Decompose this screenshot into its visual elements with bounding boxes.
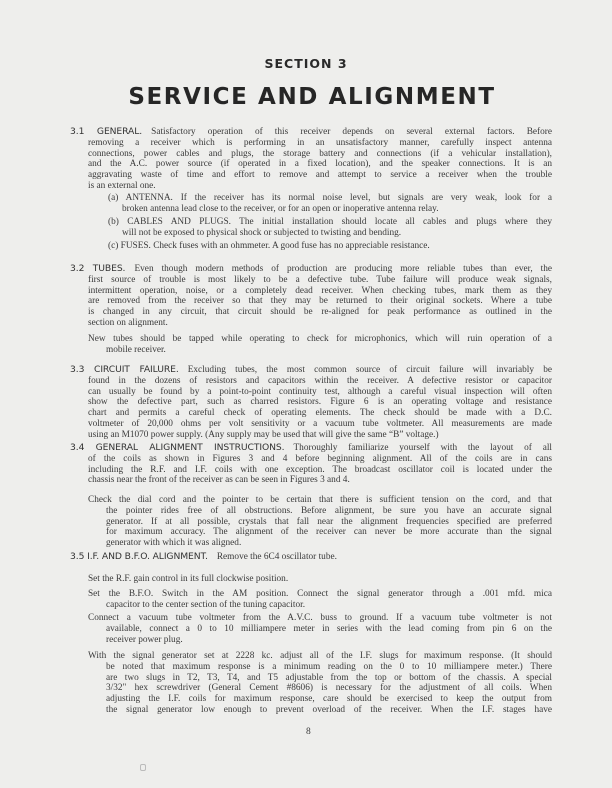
paragraph-line: intermittent operation, noise, or a completely dead receiver. When checking tubes, mark them as they bbox=[88, 285, 552, 296]
paragraph-line: generator. If at all possible, crystals that fall near the alignment frequencies specified are preferred bbox=[106, 516, 552, 527]
paragraph-line: chart and permits a careful check of operating elements. The check should be made with a D.C. bbox=[88, 408, 552, 419]
paragraph-line: are two slugs in T2, T3, T4, and T5 adjustable from the top or bottom of the chassis. A special bbox=[106, 672, 552, 683]
paragraph-line: is an external one. bbox=[88, 180, 156, 191]
section-heading: 3.1 GENERAL. bbox=[70, 126, 152, 137]
paragraph-line: and the A.C. power source (if operated in a fixed location), and the speaker connections. It is an bbox=[88, 159, 552, 170]
paragraph-line: section on alignment. bbox=[88, 317, 168, 328]
section-heading: 3.2 TUBES. bbox=[70, 263, 135, 274]
paragraph-line: including the R.F. and I.F. coils with one exception. The broadcast oscillator coil is located under the bbox=[88, 464, 552, 475]
paragraph-line: (c) FUSES. Check fuses with an ohmmeter. A good fuse has no appreciable resistance. bbox=[108, 241, 430, 251]
paragraph-line: chassis near the front of the receiver as can be seen in Figures 3 and 4. bbox=[88, 475, 350, 486]
paragraph-line: using an M1070 power supply. (Any supply may be used that will give the same “B” voltage.) bbox=[88, 429, 439, 440]
paragraph-line: Check the dial cord and the pointer to be certain that there is sufficient tension on the cord, and that bbox=[88, 495, 552, 505]
paragraph-line: (b) CABLES AND PLUGS. The initial installation should locate all cables and plugs where they bbox=[108, 217, 552, 227]
paragraph-line: can usually be found by a point-to-point continuity test, although a careful visual inspection will often bbox=[88, 386, 552, 397]
paragraph bbox=[88, 613, 552, 645]
paragraph-line: the pointer rides free of all obstructions. Before alignment, be sure you have an accurate signal bbox=[106, 505, 552, 516]
paragraph-line: connections, power cables and plugs, the storage battery and connections (if a vehicular installation), bbox=[88, 148, 552, 159]
paragraph-line: With the signal generator set at 2228 kc. adjust all of the I.F. slugs for maximum response. (It should bbox=[88, 651, 552, 661]
paragraph bbox=[70, 552, 552, 563]
paragraph-line: removing a receiver which is performing in an unsatisfactory manner, carefully inspect antenna bbox=[88, 137, 552, 148]
paragraph-line: Set the B.F.O. Switch in the AM position. Connect the signal generator through a .001 mfd. mica bbox=[88, 589, 552, 599]
paragraph bbox=[108, 217, 552, 239]
paragraph bbox=[70, 127, 552, 192]
paragraph-line: capacitor to the center section of the tuning capacitor. bbox=[106, 599, 306, 610]
paragraph-line: 3.3 CIRCUIT FAILURE. Excluding tubes, the most common source of circuit failure will invariably be bbox=[70, 364, 552, 375]
page-title: SERVICE AND ALIGNMENT bbox=[128, 84, 496, 110]
paragraph-line: broken antenna lead close to the receiver, or for an open or inoperative antenna relay. bbox=[122, 203, 439, 214]
paragraph-line: 3.5 I.F. AND B.F.O. ALIGNMENT. Remove the 6C4 oscillator tube. bbox=[70, 551, 337, 562]
paragraph-line: Set the R.F. gain control in its full clockwise position. bbox=[88, 574, 289, 584]
paragraph-line: 3.4 GENERAL ALIGNMENT INSTRUCTIONS. Thoroughly familiarize yourself with the layout of all bbox=[70, 442, 552, 453]
paragraph bbox=[88, 334, 552, 356]
paragraph-line: be noted that maximum response is a minimum reading on the 0 to 10 milliampere meter.) There bbox=[106, 661, 552, 672]
page-number: 8 bbox=[306, 727, 311, 737]
paragraph-line: found in the dozens of resistors and capacitors within the receiver. A defective resistor or capacitor bbox=[88, 375, 552, 386]
section-heading: 3.4 GENERAL ALIGNMENT INSTRUCTIONS. bbox=[70, 442, 294, 453]
paragraph-line: (a) ANTENNA. If the receiver has its normal noise level, but signals are very weak, look for a bbox=[108, 193, 552, 203]
paragraph bbox=[88, 651, 552, 716]
paragraph bbox=[70, 443, 552, 486]
paragraph bbox=[88, 589, 552, 611]
section-heading: 3.3 CIRCUIT FAILURE. bbox=[70, 364, 188, 375]
paragraph-line: the signal generator low enough to prevent overload of the receiver. When the I.F. stages have bbox=[106, 704, 552, 715]
paragraph-line: New tubes should be tapped while operating to check for microphonics, which will ruin operation of a bbox=[88, 334, 552, 344]
paragraph-line: available, connect a 0 to 10 milliampere meter in series with the lead coming from pin 6 on the bbox=[106, 623, 552, 634]
paragraph bbox=[88, 574, 552, 585]
paragraph-line: show the defective part, such as charred resistors. Figure 6 is an operating voltage and resistance bbox=[88, 397, 552, 408]
paragraph-line: is changed in any circuit, that circuit should be re-aligned for peak performance as outlined in the bbox=[88, 307, 552, 318]
paragraph bbox=[108, 193, 552, 215]
paragraph-line: will not be exposed to physical shock or subjected to twisting and bending. bbox=[122, 227, 402, 238]
paragraph bbox=[88, 495, 552, 549]
paragraph-line: receiver power plug. bbox=[106, 634, 183, 645]
paragraph-line: are removed from the receiver so that they may be returned to their original sockets. Where a tube bbox=[88, 296, 552, 307]
scan-speck bbox=[140, 764, 146, 771]
paragraph-line: 3/32" hex screwdriver (General Cement #8606) is necessary for the adjustment of all coils. When bbox=[106, 683, 552, 694]
paragraph-line: aggravating waste of time and effort to remove and attempt to service a receiver when the trouble bbox=[88, 170, 552, 181]
paragraph-line: 3.1 GENERAL. Satisfactory operation of this receiver depends on several external factors. Before bbox=[70, 126, 552, 137]
paragraph-line: voltmeter of 20,000 ohms per volt sensitivity or a vacuum tube voltmeter. All measurements are made bbox=[88, 418, 552, 429]
section-heading: 3.5 I.F. AND B.F.O. ALIGNMENT. bbox=[70, 551, 217, 562]
paragraph-line: first source of trouble is most likely to be a defective tube. Tube failure will produce weak signals, bbox=[88, 274, 552, 285]
paragraph-line: of the coils as shown in Figures 3 and 4 before beginning alignment. All of the coils are in cans bbox=[88, 453, 552, 464]
section-label: SECTION 3 bbox=[264, 56, 348, 71]
paragraph-line: Connect a vacuum tube voltmeter from the A.V.C. buss to ground. If a vacuum tube voltmeter is not bbox=[88, 613, 552, 623]
paragraph bbox=[108, 241, 552, 252]
paragraph-line: for maximum accuracy. The alignment of the receiver can never be more accurate than the signal bbox=[106, 527, 552, 538]
paragraph bbox=[70, 365, 552, 441]
paragraph-line: mobile receiver. bbox=[106, 344, 166, 355]
paragraph bbox=[70, 264, 552, 329]
paragraph-line: adjusting the I.F. coils for maximum response, care should be exercised to keep the output from bbox=[106, 694, 552, 705]
paragraph-line: 3.2 TUBES. Even though modern methods of production are producing more reliable tubes than ever, the bbox=[70, 263, 552, 274]
paragraph-line: generator with which it was aligned. bbox=[106, 538, 242, 549]
